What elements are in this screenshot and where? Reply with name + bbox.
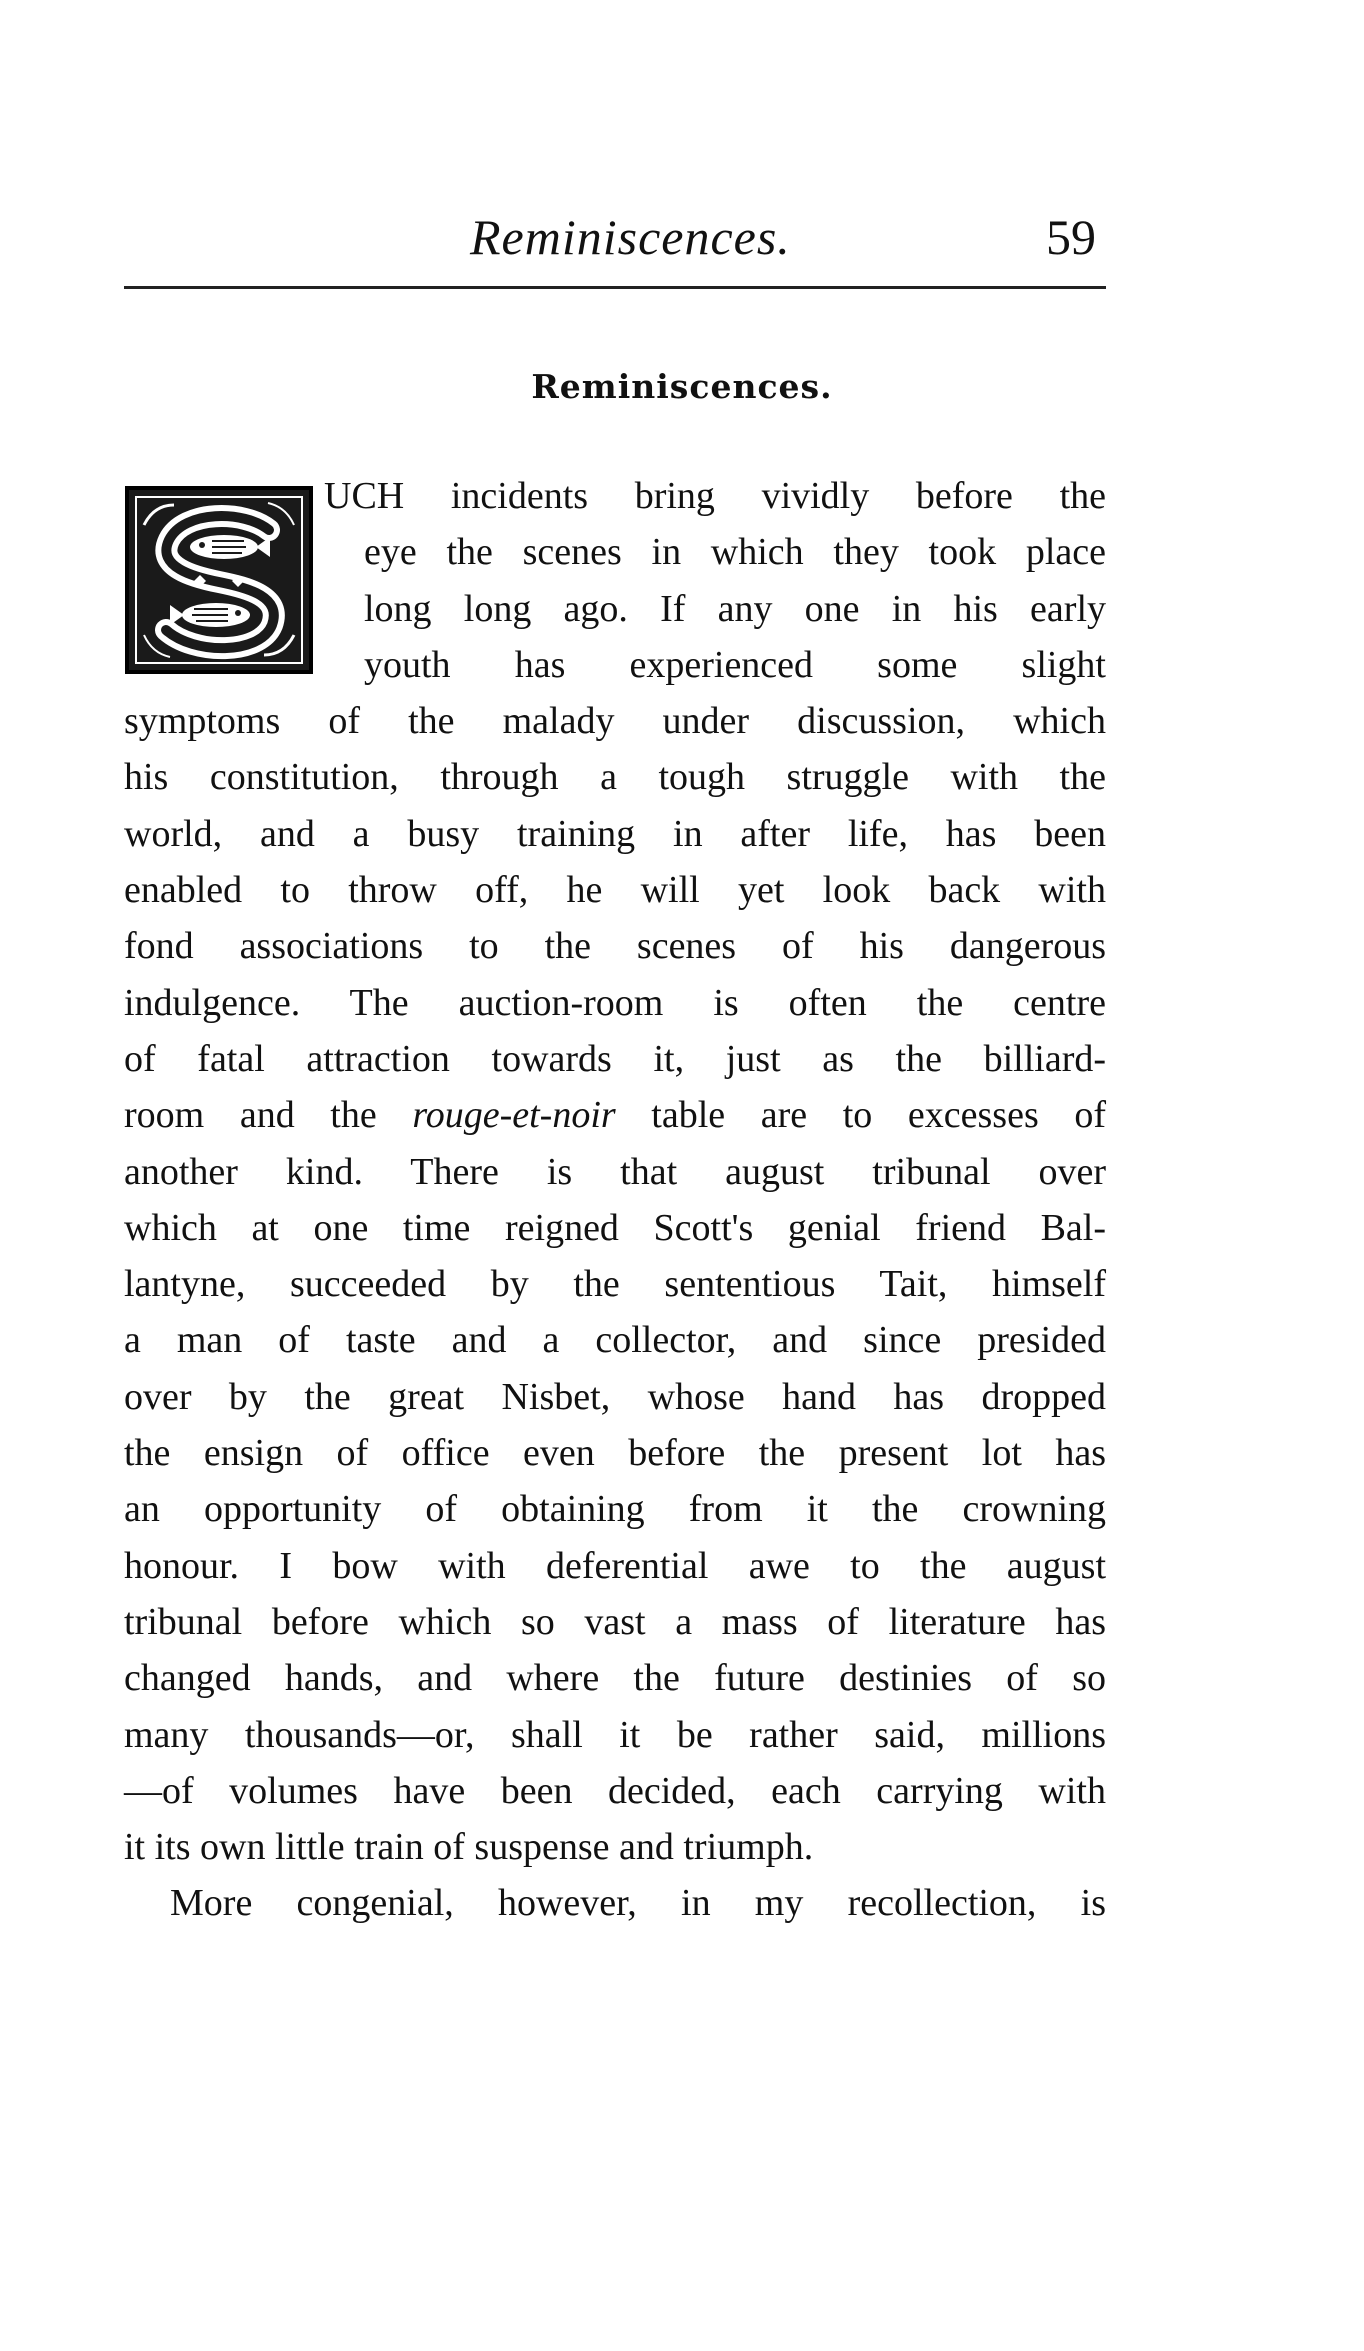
italic-phrase: rouge-et-noir xyxy=(412,1094,616,1137)
text-line: lantyne, succeeded by the sententious Tait, himself xyxy=(124,1263,1106,1306)
text-line: —of volumes have been decided, each carrying with xyxy=(124,1769,1106,1812)
text-line: another kind. There is that august tribunal over xyxy=(124,1150,1106,1193)
text-line xyxy=(124,1087,1106,1143)
text-line: eye the scenes in which they took place xyxy=(364,531,1106,574)
text-line: enabled to throw off, he will yet look back with xyxy=(124,869,1106,912)
text-line: tribunal before which so vast a mass of literature has xyxy=(124,1600,1106,1643)
text-segment: room and the xyxy=(124,1094,413,1137)
text-line: many thousands—or, shall it be rather said, millions xyxy=(124,1713,1106,1756)
text-line: UCH incidents bring vividly before the xyxy=(324,475,1106,517)
text-line: of fatal attraction towards it, just as the billiard- xyxy=(124,1037,1106,1080)
text-line: long long ago. If any one in his early xyxy=(364,587,1106,630)
text-line: his constitution, through a tough struggle with the xyxy=(124,756,1106,799)
text-line: it its own little train of suspense and triumph. xyxy=(124,1826,814,1869)
text-line: fond associations to the scenes of his dangerous xyxy=(124,925,1106,968)
text-line: honour. I bow with deferential awe to the august xyxy=(124,1544,1106,1587)
text-segment: table are to excesses of xyxy=(615,1094,1106,1137)
page-number: 59 xyxy=(1046,209,1096,265)
running-head xyxy=(0,200,1364,280)
text-line: over by the great Nisbet, whose hand has dropped xyxy=(124,1375,1106,1418)
text-line: world, and a busy training in after life, has been xyxy=(124,812,1106,855)
text-line: changed hands, and where the future destinies of so xyxy=(124,1657,1106,1700)
body-text xyxy=(124,468,1106,1932)
section-heading: Reminiscences. xyxy=(531,367,833,406)
text-line: symptoms of the malady under discussion, which xyxy=(124,700,1106,743)
text-line: More congenial, however, in my recollection, is xyxy=(170,1882,1106,1925)
text-line: youth has experienced some slight xyxy=(364,643,1106,686)
text-line: an opportunity of obtaining from it the crowning xyxy=(124,1488,1106,1531)
running-head-title: Reminiscences. xyxy=(470,209,791,265)
text-line: indulgence. The auction-room is often the centre xyxy=(124,981,1106,1024)
text-line: a man of taste and a collector, and since presided xyxy=(124,1319,1106,1362)
header-rule xyxy=(124,286,1106,289)
text-line: the ensign of office even before the present lot has xyxy=(124,1432,1106,1475)
text-line: which at one time reigned Scott's genial friend Bal- xyxy=(124,1206,1106,1249)
